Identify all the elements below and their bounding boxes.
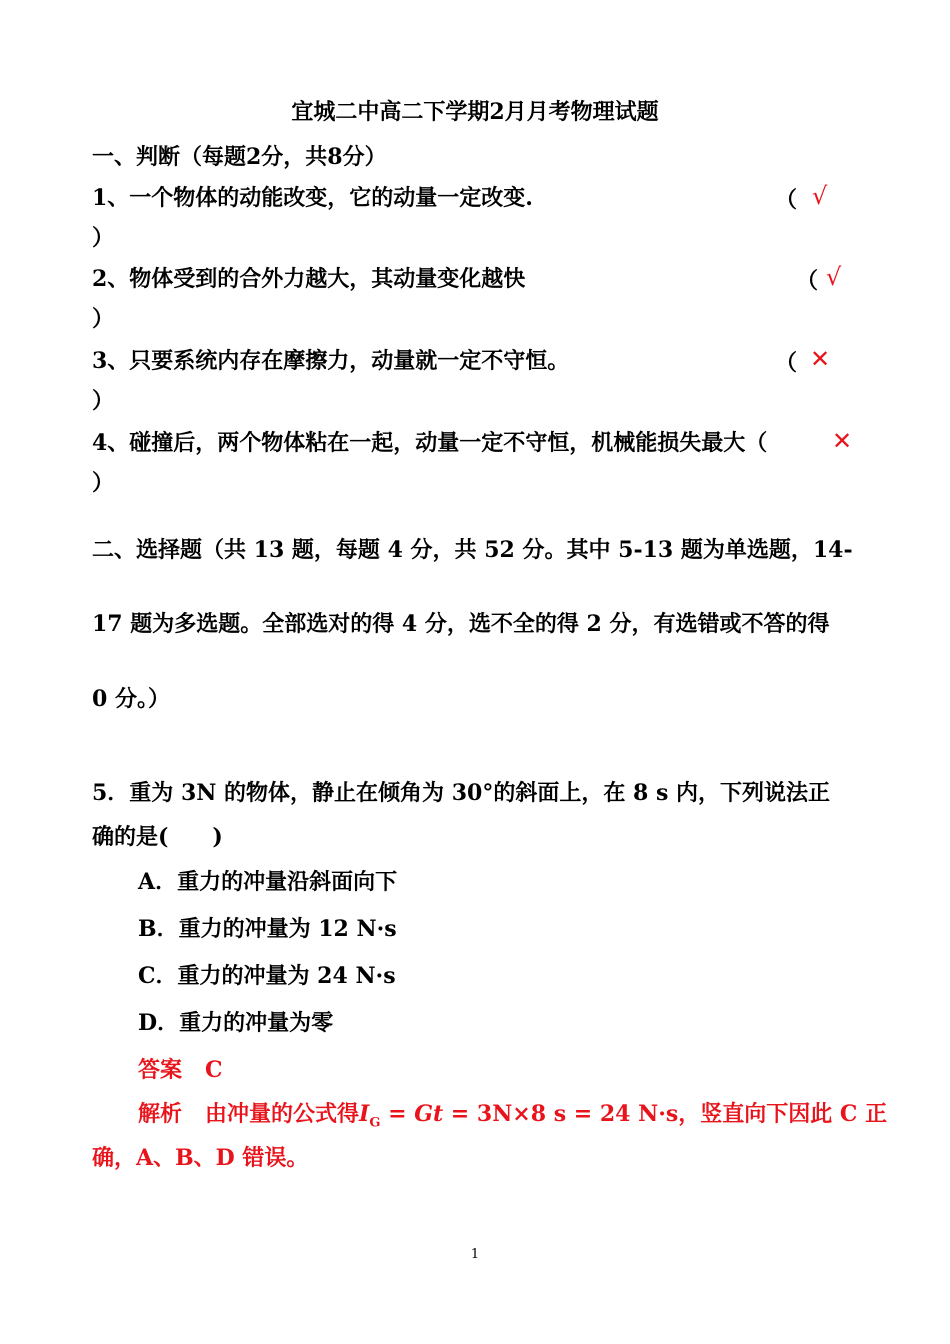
check-mark-icon: √ <box>826 263 842 291</box>
judge-item-4-close: ） <box>92 470 115 496</box>
impulse-subscript: G <box>369 1115 381 1131</box>
page-number: 1 <box>470 1247 480 1262</box>
q5-analysis-line-2: 确，A、B、D 错误。 <box>92 1145 309 1171</box>
q5-analysis-line-1 <box>138 1099 887 1138</box>
q5-option-c: C．重力的冲量为 24 N·s <box>138 963 396 989</box>
analysis-pre: 由冲量的公式得 <box>205 1101 360 1127</box>
q5-stem-line-1: 5．重为 3N 的物体，静止在倾角为 30°的斜面上，在 8 s 内，下列说法正 <box>92 780 830 806</box>
answer-value: C <box>205 1057 223 1083</box>
page-title: 宜城二中高二下学期2月月考物理试题 <box>291 99 659 125</box>
analysis-label: 解析 <box>138 1101 183 1127</box>
answer-label: 答案 <box>138 1057 183 1083</box>
section2-line-3: 0 分。） <box>92 686 170 712</box>
judge-item-2-text: 2、物体受到的合外力越大，其动量变化越快 <box>92 266 526 292</box>
q5-option-b: B．重力的冲量为 12 N·s <box>138 916 397 942</box>
impulse-symbol: I <box>359 1101 370 1127</box>
q5-option-d: D．重力的冲量为零 <box>138 1010 334 1036</box>
section2-line-1: 二、选择题（共 13 题，每题 4 分，共 52 分。其中 5-13 题为单选题，14- <box>92 537 853 563</box>
check-mark-icon: √ <box>812 182 828 210</box>
judge-item-1-open: （ <box>775 187 798 213</box>
judge-item-3-text: 3、只要系统内存在摩擦力，动量就一定不守恒。 <box>92 348 570 374</box>
gt-symbol: Gt <box>414 1101 444 1127</box>
q5-option-a: A．重力的冲量沿斜面向下 <box>138 869 398 895</box>
q5-answer <box>138 1055 223 1085</box>
section2-line-2: 17 题为多选题。全部选对的得 4 分，选不全的得 2 分，有选错或不答的得 <box>92 611 830 637</box>
judge-item-1-text: 1、一个物体的动能改变，它的动量一定改变. <box>92 185 533 211</box>
q5-stem-line-2: 确的是( ) <box>92 824 223 850</box>
judge-item-3-open: （ <box>775 350 798 376</box>
section1-heading: 一、判断（每题2分，共8分） <box>92 144 387 170</box>
analysis-eq: = <box>380 1101 415 1127</box>
cross-mark-icon: ✕ <box>832 427 853 455</box>
judge-item-4-text: 4、碰撞后，两个物体粘在一起，动量一定不守恒，机械能损失最大（ <box>92 430 768 456</box>
judge-item-3-close: ） <box>92 388 115 414</box>
analysis-rest: = 3N×8 s = 24 N·s，竖直向下因此 C 正 <box>443 1101 888 1127</box>
judge-item-2-close: ） <box>92 306 115 332</box>
judge-item-2-open: （ <box>796 268 819 294</box>
judge-item-1-close: ） <box>92 225 115 251</box>
cross-mark-icon: ✕ <box>810 345 831 373</box>
